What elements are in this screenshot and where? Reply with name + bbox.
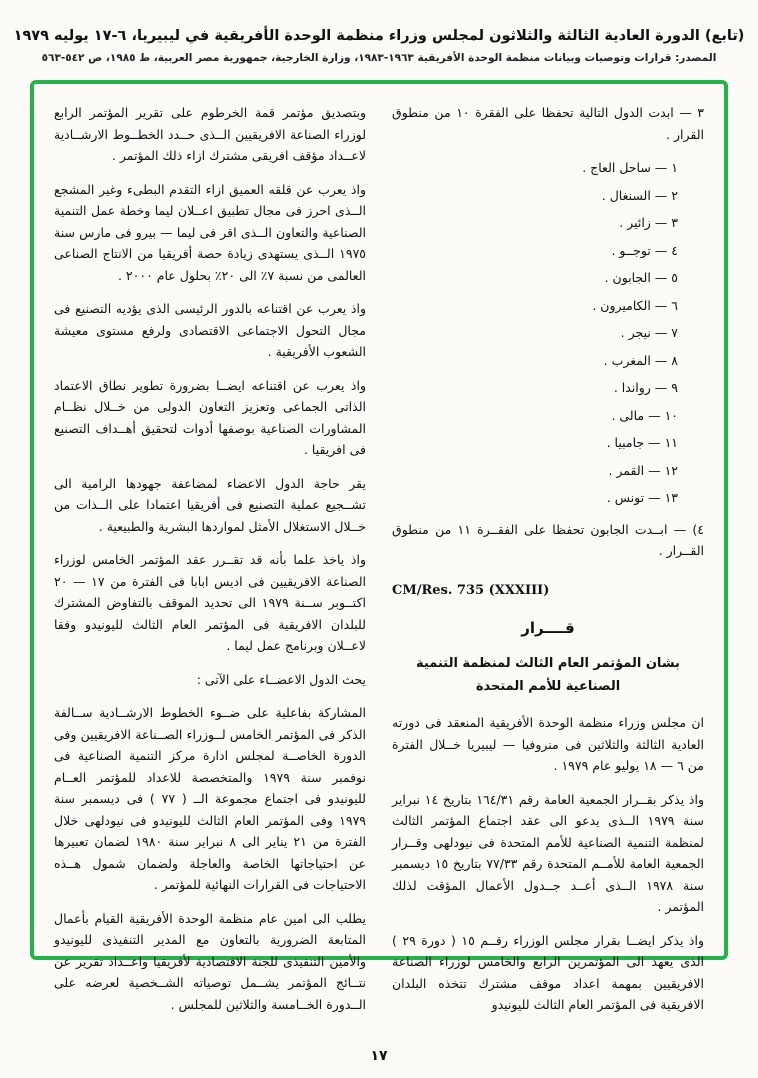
country-item: ١١ — جامبيا . — [606, 435, 678, 450]
country-item: ١٣ — تونس . — [606, 490, 678, 505]
body-paragraph: وبتصديق مؤتمر قمة الخرطوم على تقرير المؤتمر الرابع لوزراء الصناعة الافريقيين الــذى حــدد الخطــوط الارشــادية لاعــداد مؤقف افريقى مشترك ازاء ذلك المؤتمر . — [54, 105, 366, 163]
body-paragraph: واذ يذكر ايضــا بقرار مجلس الوزراء رقــم ١٥ ( دورة ٢٩ ) الذى يعهد الى المؤتمرين الرابع والخامس لوزراء الصناعة الافريقيين بمهمة اعداد موقف مشترك تتخذه البلدان الافريقية فى المؤتمر العام الثالث لليونيدو — [392, 932, 704, 1013]
country-item: ٧ — نيجر . — [620, 325, 678, 340]
body-paragraph: واذ يعرب عن قلقه العميق ازاء التقدم البطىء وغير المشجع الــذى احرز فى مجال تطبيق اعــلان ليما وخطة عمل التنمية الصناعية والتعاون الــذى اقر فى ليما — بيرو فى مارس سنة ١٩٧٥ الــذى يستهدى زيادة حصة أفريقيا من الانتاج الصناعى العالمى من نسبة ٧٪ الى ٢٠٪ بحلول عام ٢٠٠٠ . — [54, 181, 366, 283]
resolution-title: قــــرار — [521, 618, 575, 637]
country-item: ٢ — السنغال . — [601, 187, 678, 203]
green-border-box — [30, 80, 728, 1013]
resolution-subtitle-line2: الصناعية للأمم المتحدة — [475, 679, 621, 695]
body-paragraph: واذ يذكر بقــرار الجمعية العامة رقم ١٦٤/٣١ بتاريخ ١٤ نبراير سنة ١٩٧٩ الــذى يدعو الى عقد اجتماع المؤتمر الثالث لمنظمة التنمية الصناعية للأمم المتحدة فى نيودلهى وقــرار الجمعية العامة للأمــم المتحدة رقم ٧٧/٣٣ بتاريخ ١٥ ديسمبر سنة ١٩٧٨ الــذى أعــد جــدول الأعمال المؤقت لذلك المؤتمر . — [392, 791, 704, 915]
body-paragraph: ان مجلس وزراء منظمة الوحدة الأفريقية المنعقد فى دورته العادية الثالثة والثلاثين فى منروفيا — ليبيريا خــلال الفترة من ٦ — ١٨ يوليو عام ١٩٧٩ . — [392, 715, 704, 774]
body-paragraph: واذ يعرب عن اقتناعه بالدور الرئيسى الذى يؤديه التصنيع فى مجال التحول الاجتماعى الاقتصادى ولرفع مستوى معيشة الشعوب الأفريقية . — [54, 301, 366, 359]
header-source: المصدر: قرارات وتوصيات وبيانات منظمة الوحدة الأفريقية ١٩٦٣-١٩٨٣، وزارة الخارجية، جمهورية مصر العربية، ط ١٩٨٥، ص ٥٤٢-٥٦٣ — [41, 52, 717, 64]
body-paragraph: يطلب الى امين عام منظمة الوحدة الأفريقية القيام بأعمال المتابعة الضرورية بالتعاون مع المدير التنفيذى لليونيدو والأمين التنفيذى للجنة الاقتصادية لأفريقيا واعــداد تقرير عن نتــائج المؤتمر يشــمل توصياته الشــخصية لعرضه على الــدورة الخــامسة والثلاثين للمجلس . — [54, 910, 366, 1012]
body-paragraph: المشاركة بفاعلية على ضــوء الخطوط الارشــادية ســالفة الذكر فى المؤتمر الخامس لــوزراء الصــناعة الافريقيين وفى الدورة الخاصــة لمجلس ادارة مركز التنمية الصناعية فى نوفمبر سنة ١٩٧٩ والمتخصصة للاعداد للمؤتمر العــام لليونيدو فى اجتماع مجموعة الــ ( ٧٧ ) فى ديسمبر سنة ١٩٧٩ وفى المؤتمر العام الثالث لليونيدو فى نيودلهى خلال الفترة من ٢١ يناير الى ٨ نبراير سنة ١٩٨٠ لضمان تعبيرها عن احتياجاتها الخاصة والعاجلة ولضمان شمول هــذه الاحتياجات فى القرارات النهائية للمؤتمر . — [54, 705, 366, 892]
two-column-layout — [54, 102, 704, 1013]
page-number: ١٧ — [370, 1048, 388, 1064]
country-item: ١٠ — مالى . — [611, 407, 678, 423]
header-title: (تابع) الدورة العادية الثالثة والثلاثون لمجلس وزراء منظمة الوحدة الأفريقية في ليبيريا، ٦-١٧ يوليه ١٩٧٩ — [13, 28, 745, 44]
body-paragraph: يقر حاجة الدول الاعضاء لمضاعفة جهودها الرامية الى تشــجيع عملية التصنيع فى أفريقيا اعتمادا على الــذات من خــلال الاستغلال الأمثل لمواردها البشرية والطبيعية . — [54, 475, 366, 534]
resolution-code: CM/Res. 735 (XXXIII) — [392, 582, 550, 598]
body-paragraph: واذ ياخذ علما بأنه قد تقــرر عقد المؤتمر الخامس لوزراء الصناعة الافريقيين فى اديس ابابا فى الفترة من ١٧ — ٢٠ اكتــوبر ســنة ١٩٧٩ الى تحديد الموقف بالتفاوض المشترك للبلدان الافريقية فى المؤتمر العام الثالث لليونيدو وفقا لاعــلان وبرنامج عمل ليما . — [54, 552, 366, 653]
body-paragraph: يحث الدول الاعضــاء على الآتى : — [196, 671, 366, 687]
left-column — [54, 102, 366, 1012]
country-list — [392, 157, 704, 509]
country-item: ٥ — الجابون . — [604, 270, 678, 285]
country-item: ٤ — توجــو . — [611, 242, 678, 258]
country-item: ٣ — زائير . — [619, 215, 678, 230]
country-item: ١٢ — القمر . — [608, 462, 678, 478]
resolution-subtitle — [392, 652, 704, 699]
page-footer — [0, 1048, 758, 1064]
body-paragraph: واذ يعرب عن اقتناعه ايضــا بضرورة تطوير نطاق الاعتماد الذاتى الجماعى وتعزيز التعاون الدولى من خــلال نظــام المشاورات الصناعية بوصفها أدوات لتحقيق أهــداف التصنيع فى افريقيا . — [54, 377, 366, 457]
country-item: ٨ — المغرب . — [603, 352, 678, 368]
right-column — [392, 102, 704, 1013]
country-item: ٩ — رواندا . — [613, 380, 678, 395]
reservation-note: ٤) — ابــدت الجابون تحفظا على الفقــرة ١١ من منطوق القــرار . — [392, 521, 704, 558]
country-item: ٦ — الكاميرون . — [592, 297, 678, 313]
resolution-subtitle-line1: بشان المؤتمر العام الثالث لمنظمة التنمية — [416, 655, 680, 671]
reservation-intro: ٣ — ابدت الدول التالية تحفظا على الفقرة ١٠ من منطوق القرار . — [392, 105, 704, 142]
page-header — [0, 0, 758, 64]
country-item: ١ — ساحل العاج . — [582, 160, 678, 175]
